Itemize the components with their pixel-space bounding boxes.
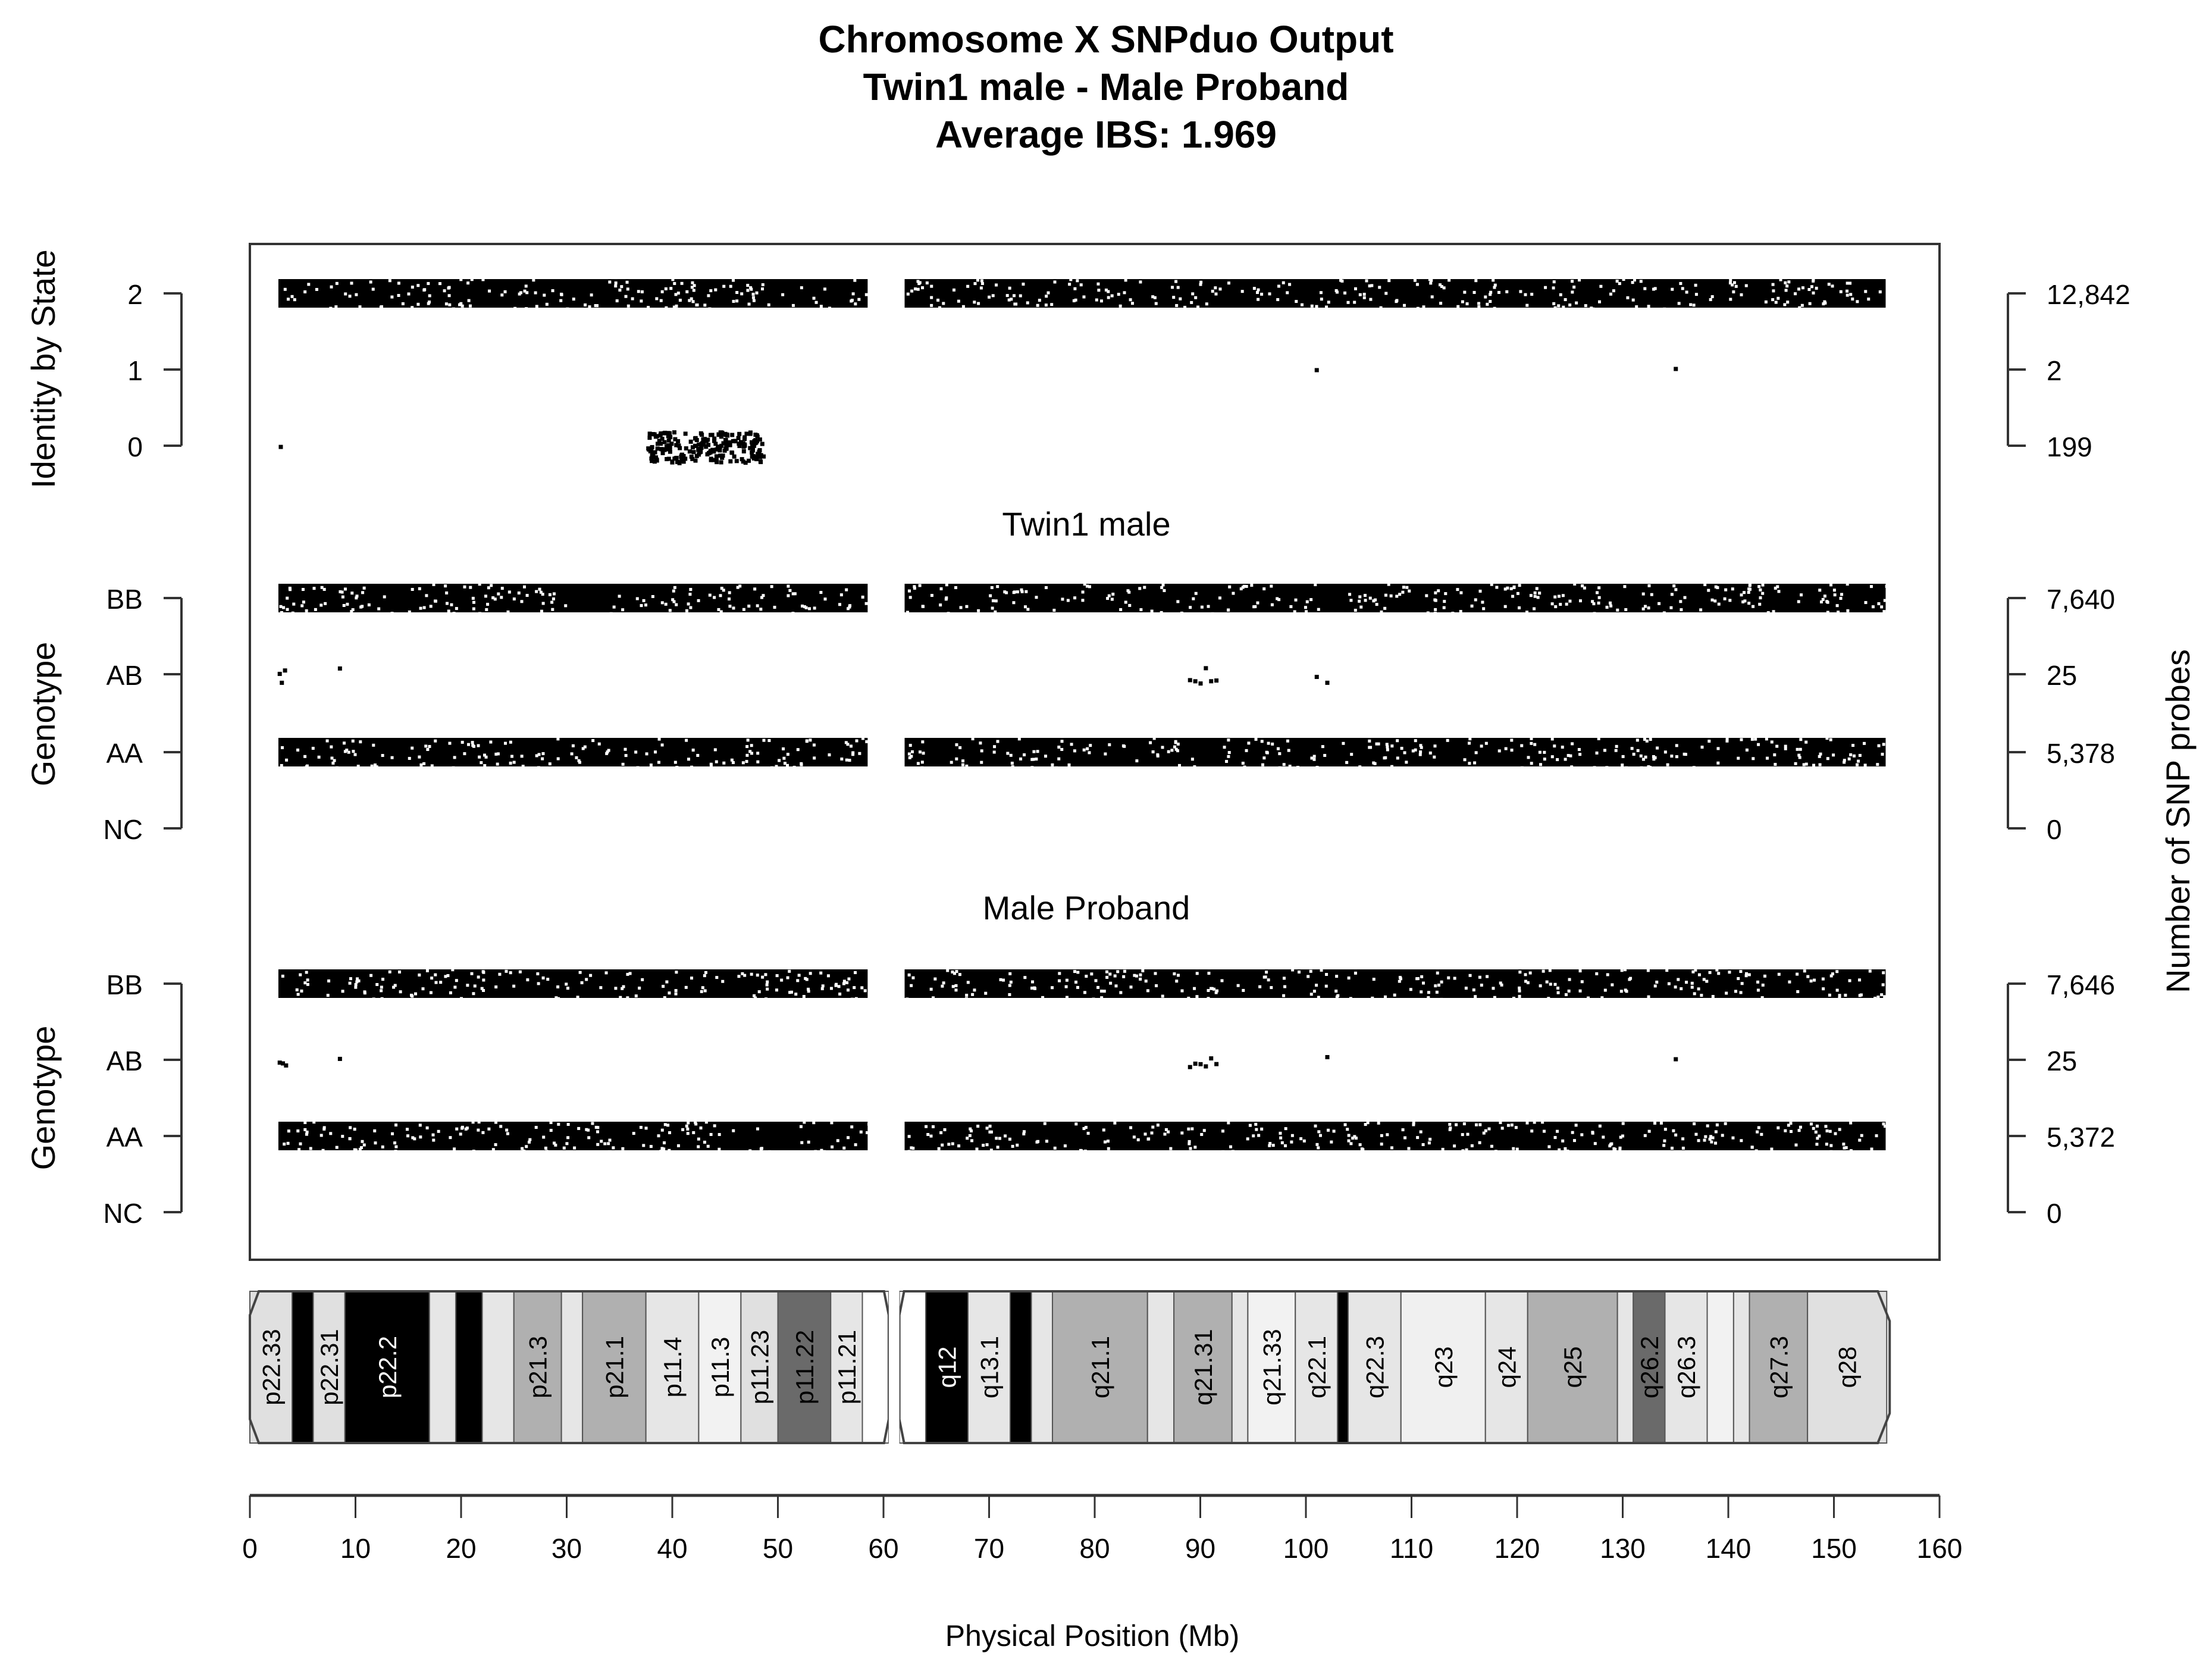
svg-text:q26.3: q26.3 [1672,1335,1700,1399]
svg-text:q23: q23 [1429,1346,1458,1388]
svg-text:25: 25 [2047,660,2078,691]
svg-text:10: 10 [340,1533,371,1564]
svg-text:q22.3: q22.3 [1361,1335,1389,1399]
panel-label-proband: Male Proband [982,889,1190,927]
svg-text:12,842: 12,842 [2047,279,2130,310]
svg-text:q25: q25 [1559,1346,1587,1388]
svg-text:BB: BB [106,584,143,615]
svg-text:q28: q28 [1833,1346,1862,1388]
svg-text:90: 90 [1185,1533,1216,1564]
svg-text:p11.22: p11.22 [790,1329,819,1405]
y-axis-label-right: Number of SNP probes [2159,649,2197,993]
svg-text:150: 150 [1811,1533,1857,1564]
svg-text:q12: q12 [933,1346,961,1388]
svg-text:NC: NC [103,814,143,845]
panel-label-twin1: Twin1 male [1002,505,1171,543]
svg-text:80: 80 [1079,1533,1110,1564]
left-axes [104,279,181,1229]
svg-text:p11.23: p11.23 [745,1329,774,1405]
svg-text:25: 25 [2047,1046,2078,1076]
svg-text:0: 0 [2047,814,2062,845]
svg-text:199: 199 [2047,431,2092,462]
svg-text:7,646: 7,646 [2047,969,2116,1000]
svg-text:110: 110 [1389,1533,1434,1564]
svg-text:5,378: 5,378 [2047,738,2116,769]
svg-text:140: 140 [1705,1533,1752,1564]
right-axes [2008,279,2130,1229]
svg-text:AA: AA [106,1122,143,1153]
chart-title-line3: Average IBS: 1.969 [935,113,1277,156]
svg-text:p21.1: p21.1 [600,1335,629,1399]
svg-text:0: 0 [2047,1198,2062,1229]
svg-text:NC: NC [103,1198,143,1229]
svg-text:130: 130 [1600,1533,1646,1564]
svg-text:AB: AB [106,1046,143,1076]
svg-text:40: 40 [657,1533,688,1564]
svg-text:50: 50 [762,1533,794,1564]
svg-text:q13.1: q13.1 [975,1335,1004,1399]
svg-text:1: 1 [127,355,143,386]
svg-text:p11.3: p11.3 [706,1337,734,1398]
svg-text:160: 160 [1916,1533,1963,1564]
y-axis-label-genotype-1: Genotype [24,641,62,787]
svg-text:p22.33: p22.33 [257,1329,286,1406]
svg-text:100: 100 [1283,1533,1329,1564]
snp-points [278,278,1888,1154]
svg-text:120: 120 [1494,1533,1540,1564]
svg-text:q27.3: q27.3 [1765,1335,1793,1399]
svg-text:AA: AA [106,738,143,769]
svg-text:q24: q24 [1493,1346,1521,1388]
svg-text:5,372: 5,372 [2047,1122,2116,1153]
svg-text:q26.2: q26.2 [1635,1335,1663,1399]
svg-text:p11.21: p11.21 [832,1329,861,1405]
svg-text:q22.1: q22.1 [1302,1335,1331,1399]
chromosome-ideogram [250,1290,1890,1444]
chart-title-line2: Twin1 male - Male Proband [863,65,1349,108]
y-axis-label-genotype-2: Genotype [24,1025,62,1170]
svg-text:70: 70 [973,1533,1005,1564]
svg-text:BB: BB [106,969,143,1000]
svg-text:p22.31: p22.31 [315,1329,344,1406]
svg-text:p22.2: p22.2 [373,1335,402,1399]
svg-text:7,640: 7,640 [2047,584,2116,615]
svg-text:2: 2 [127,279,143,310]
svg-text:AB: AB [106,660,143,691]
svg-text:0: 0 [127,431,143,462]
x-axis-label: Physical Position (Mb) [945,1619,1240,1653]
svg-text:p21.3: p21.3 [524,1335,552,1399]
svg-text:q21.33: q21.33 [1258,1329,1286,1406]
chart-title-line1: Chromosome X SNPduo Output [818,18,1394,61]
x-axis [242,1495,1962,1564]
svg-text:q21.1: q21.1 [1086,1335,1114,1399]
y-axis-label-ibs: Identity by State [24,249,62,489]
svg-text:2: 2 [2047,355,2062,386]
svg-text:q21.31: q21.31 [1189,1329,1217,1406]
svg-text:0: 0 [242,1533,258,1564]
svg-text:60: 60 [868,1533,899,1564]
svg-text:p11.4: p11.4 [659,1337,687,1398]
svg-text:20: 20 [446,1533,477,1564]
svg-text:30: 30 [551,1533,582,1564]
